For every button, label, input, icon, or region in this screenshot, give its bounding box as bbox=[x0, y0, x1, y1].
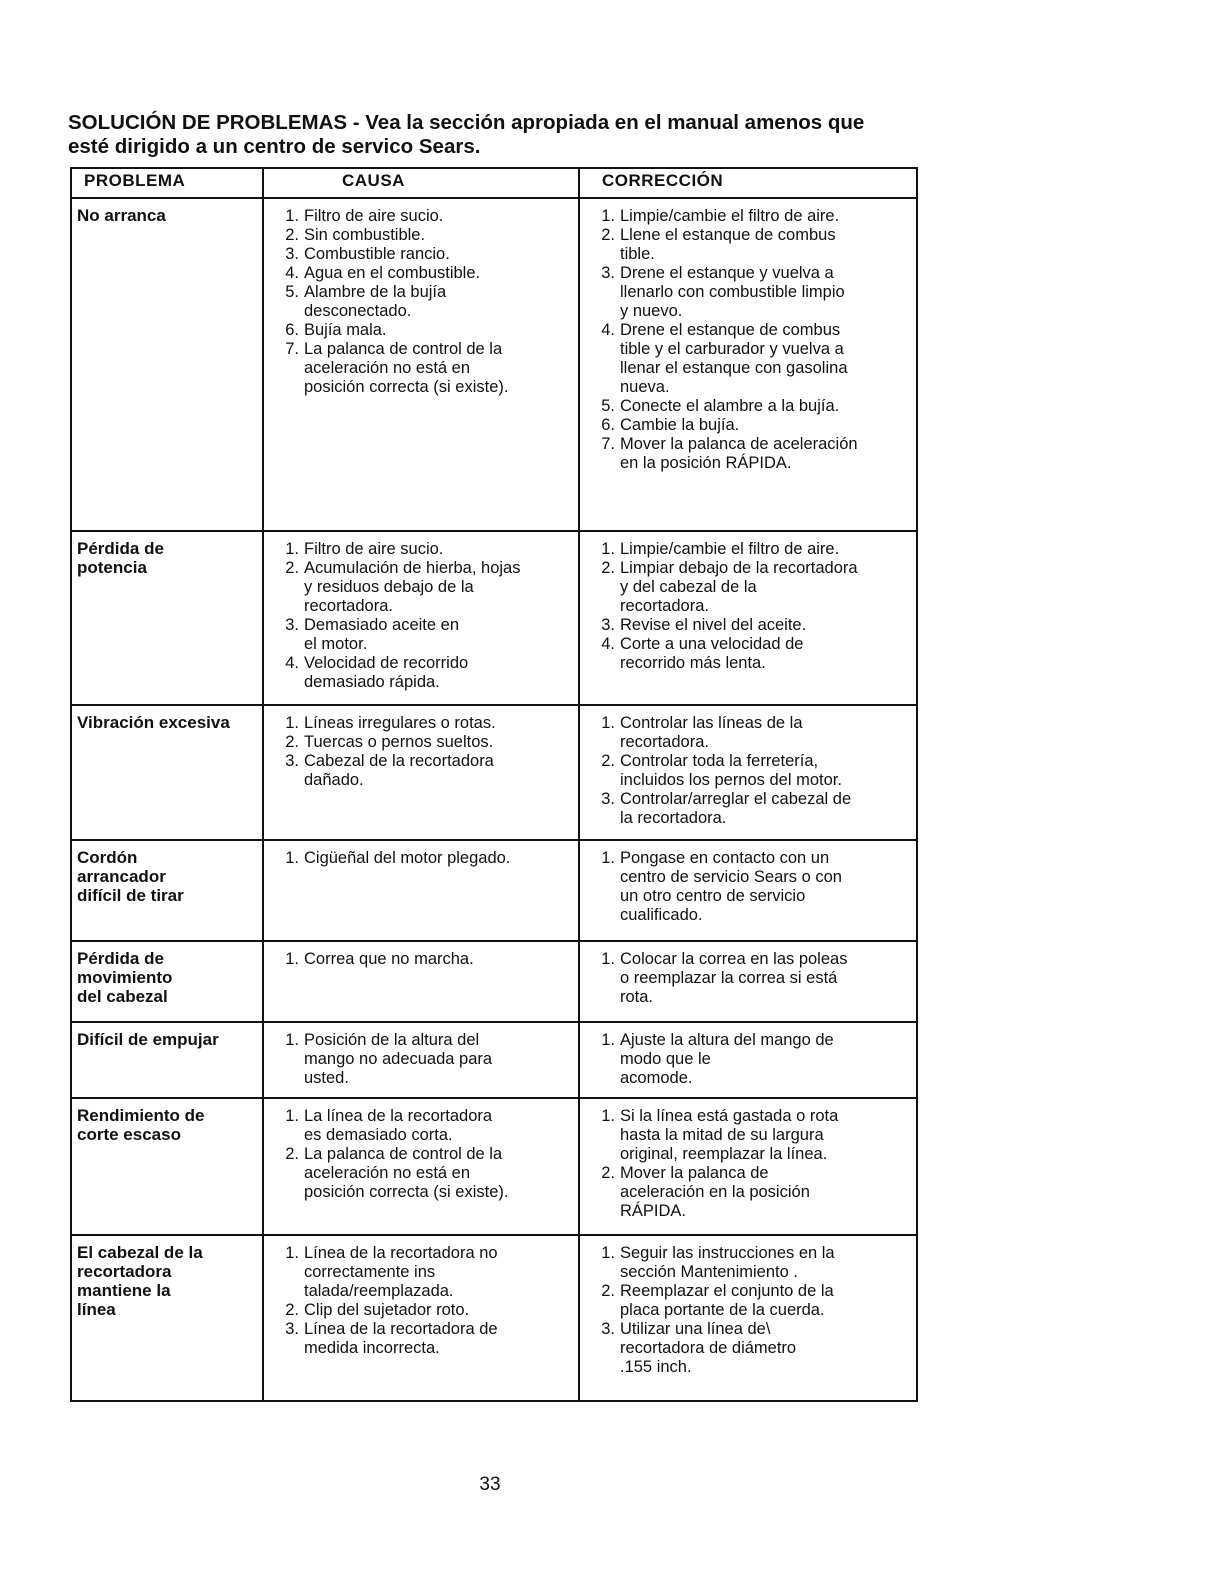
cause-item bbox=[264, 1107, 574, 1145]
correction-cell bbox=[579, 840, 917, 941]
cause-text: Filtro de aire sucio. bbox=[304, 540, 444, 558]
correction-item bbox=[580, 559, 912, 616]
correction-number: 2. bbox=[601, 752, 615, 770]
cause-text: Tuercas o pernos sueltos. bbox=[304, 733, 494, 751]
correction-cell bbox=[579, 941, 917, 1022]
correction-item bbox=[580, 207, 912, 226]
correction-text: Controlar las líneas de la recortadora. bbox=[620, 714, 803, 751]
cause-item bbox=[264, 654, 574, 692]
cause-number: 1. bbox=[285, 714, 299, 732]
header-problema: PROBLEMA bbox=[71, 168, 263, 198]
correction-number: 1. bbox=[601, 714, 615, 732]
cause-number: 2. bbox=[285, 733, 299, 751]
correction-number: 6. bbox=[601, 416, 615, 434]
correction-number: 2. bbox=[601, 226, 615, 244]
correction-number: 5. bbox=[601, 397, 615, 415]
problem-cell bbox=[71, 840, 263, 941]
problem-label: Pérdida de potencia bbox=[77, 539, 164, 577]
cause-item bbox=[264, 1301, 574, 1320]
cause-text: Velocidad de recorrido demasiado rápida. bbox=[304, 654, 469, 691]
correction-number: 3. bbox=[601, 264, 615, 282]
cause-text: Bujía mala. bbox=[304, 321, 387, 339]
cause-item bbox=[264, 321, 574, 340]
cause-text: Líneas irregulares o rotas. bbox=[304, 714, 496, 732]
correction-item bbox=[580, 1164, 912, 1221]
correction-number: 3. bbox=[601, 616, 615, 634]
correction-text: Conecte el alambre a la bujía. bbox=[620, 397, 840, 415]
correction-text: Limpie/cambie el filtro de aire. bbox=[620, 207, 840, 225]
problem-label: No arranca bbox=[77, 206, 166, 225]
problem-cell bbox=[71, 705, 263, 840]
cause-text: La palanca de control de la aceleración no está en posición correcta (si existe). bbox=[304, 340, 509, 396]
correction-number: 7. bbox=[601, 435, 615, 453]
cause-cell bbox=[263, 198, 579, 531]
cause-text: Cigüeñal del motor plegado. bbox=[304, 849, 511, 867]
problem-cell bbox=[71, 1235, 263, 1401]
cause-number: 2. bbox=[285, 1145, 299, 1163]
problem-cell bbox=[71, 1022, 263, 1098]
problem-cell bbox=[71, 531, 263, 705]
cause-number: 4. bbox=[285, 654, 299, 672]
correction-item bbox=[580, 397, 912, 416]
cause-text: Posición de la altura del mango no adecuada para usted. bbox=[304, 1031, 493, 1087]
table-row bbox=[71, 198, 917, 531]
correction-item bbox=[580, 540, 912, 559]
correction-number: 4. bbox=[601, 635, 615, 653]
cause-text: Cabezal de la recortadora dañado. bbox=[304, 752, 494, 789]
cause-item bbox=[264, 245, 574, 264]
cause-item bbox=[264, 1145, 574, 1202]
cause-cell bbox=[263, 941, 579, 1022]
problem-label: El cabezal de la recortadora mantiene la línea bbox=[77, 1243, 203, 1319]
cause-item bbox=[264, 226, 574, 245]
correction-number: 4. bbox=[601, 321, 615, 339]
problem-label: Cordón arrancador difícil de tirar bbox=[77, 848, 184, 905]
cause-number: 3. bbox=[285, 1320, 299, 1338]
correction-item bbox=[580, 1320, 912, 1377]
problem-label: Difícil de empujar bbox=[77, 1030, 219, 1049]
cause-number: 2. bbox=[285, 1301, 299, 1319]
cause-number: 6. bbox=[285, 321, 299, 339]
cause-text: Filtro de aire sucio. bbox=[304, 207, 444, 225]
cause-cell bbox=[263, 531, 579, 705]
correction-item bbox=[580, 1282, 912, 1320]
correction-item bbox=[580, 264, 912, 321]
cause-text: Sin combustible. bbox=[304, 226, 426, 244]
correction-item bbox=[580, 321, 912, 397]
cause-number: 1. bbox=[285, 1107, 299, 1125]
correction-item bbox=[580, 435, 912, 473]
problem-cell bbox=[71, 941, 263, 1022]
correction-number: 2. bbox=[601, 1282, 615, 1300]
cause-item bbox=[264, 950, 574, 969]
table-row bbox=[71, 705, 917, 840]
cause-item bbox=[264, 559, 574, 616]
cause-number: 1. bbox=[285, 207, 299, 225]
cause-text: Demasiado aceite en el motor. bbox=[304, 616, 460, 653]
correction-item bbox=[580, 1244, 912, 1282]
cause-number: 1. bbox=[285, 1244, 299, 1262]
correction-text: Si la línea está gastada o rota hasta la mitad de su largura original, reemplazar la línea. bbox=[620, 1107, 839, 1163]
correction-item bbox=[580, 1107, 912, 1164]
cause-number: 3. bbox=[285, 616, 299, 634]
problem-label: Vibración excesiva bbox=[77, 713, 230, 732]
problem-label: Rendimiento de corte escaso bbox=[77, 1106, 205, 1144]
cause-number: 3. bbox=[285, 752, 299, 770]
cause-number: 1. bbox=[285, 849, 299, 867]
correction-item bbox=[580, 226, 912, 264]
correction-text: Colocar la correa en las poleas o reemplazar la correa si está rota. bbox=[620, 950, 848, 1006]
problem-cell bbox=[71, 198, 263, 531]
correction-number: 2. bbox=[601, 559, 615, 577]
correction-item bbox=[580, 950, 912, 1007]
correction-text: Drene el estanque de combus tible y el carburador y vuelva a llenar el estanque con gasolina nueva. bbox=[620, 321, 848, 396]
cause-item bbox=[264, 714, 574, 733]
cause-text: Línea de la recortadora de medida incorrecta. bbox=[304, 1320, 498, 1357]
cause-text: Línea de la recortadora no correctamente ins talada/reemplazada. bbox=[304, 1244, 498, 1300]
correction-item bbox=[580, 849, 912, 925]
correction-text: Llene el estanque de combus tible. bbox=[620, 226, 836, 263]
cause-item bbox=[264, 1031, 574, 1088]
cause-item bbox=[264, 849, 574, 868]
problem-cell bbox=[71, 1098, 263, 1235]
correction-cell bbox=[579, 531, 917, 705]
correction-number: 1. bbox=[601, 1244, 615, 1262]
correction-cell bbox=[579, 705, 917, 840]
cause-text: Agua en el combustible. bbox=[304, 264, 481, 282]
table-row bbox=[71, 1022, 917, 1098]
cause-number: 5. bbox=[285, 283, 299, 301]
cause-item bbox=[264, 283, 574, 321]
cause-item bbox=[264, 540, 574, 559]
correction-number: 3. bbox=[601, 1320, 615, 1338]
cause-item bbox=[264, 1244, 574, 1301]
correction-text: Mover la palanca de aceleración en la posición RÁPIDA. bbox=[620, 1164, 810, 1220]
troubleshooting-table bbox=[70, 167, 918, 1402]
heading-line-2: esté dirigido a un centro de servico Sears. bbox=[68, 135, 481, 158]
correction-cell bbox=[579, 1098, 917, 1235]
correction-item bbox=[580, 635, 912, 673]
table-header-row bbox=[71, 168, 917, 198]
cause-cell bbox=[263, 840, 579, 941]
cause-cell bbox=[263, 1098, 579, 1235]
correction-text: Utilizar una línea de\ recortadora de diámetro .155 inch. bbox=[620, 1320, 797, 1376]
correction-number: 1. bbox=[601, 950, 615, 968]
page-heading bbox=[68, 111, 948, 159]
cause-number: 1. bbox=[285, 1031, 299, 1049]
header-correccion: CORRECCIÓN bbox=[579, 168, 917, 198]
correction-cell bbox=[579, 198, 917, 531]
problem-label: Pérdida de movimiento del cabezal bbox=[77, 949, 173, 1006]
correction-text: Controlar toda la ferretería, incluidos los pernos del motor. bbox=[620, 752, 842, 789]
correction-item bbox=[580, 714, 912, 752]
correction-text: Corte a una velocidad de recorrido más lenta. bbox=[620, 635, 804, 672]
cause-text: Correa que no marcha. bbox=[304, 950, 474, 968]
cause-cell bbox=[263, 705, 579, 840]
cause-cell bbox=[263, 1022, 579, 1098]
correction-text: Seguir las instrucciones en la sección Mantenimiento . bbox=[620, 1244, 835, 1281]
cause-number: 4. bbox=[285, 264, 299, 282]
cause-number: 1. bbox=[285, 950, 299, 968]
cause-text: Alambre de la bujía desconectado. bbox=[304, 283, 447, 320]
cause-number: 2. bbox=[285, 559, 299, 577]
table-row bbox=[71, 941, 917, 1022]
cause-text: La línea de la recortadora es demasiado corta. bbox=[304, 1107, 493, 1144]
correction-cell bbox=[579, 1022, 917, 1098]
correction-item bbox=[580, 1031, 912, 1088]
cause-item bbox=[264, 207, 574, 226]
cause-item bbox=[264, 752, 574, 790]
correction-text: Pongase en contacto con un centro de servicio Sears o con un otro centro de servicio cualificado. bbox=[620, 849, 842, 924]
header-causa: CAUSA bbox=[263, 168, 579, 198]
table-row bbox=[71, 1098, 917, 1235]
cause-number: 3. bbox=[285, 245, 299, 263]
correction-number: 1. bbox=[601, 1107, 615, 1125]
correction-text: Ajuste la altura del mango de modo que le acomode. bbox=[620, 1031, 834, 1087]
correction-item bbox=[580, 790, 912, 828]
cause-text: Clip del sujetador roto. bbox=[304, 1301, 470, 1319]
correction-item bbox=[580, 616, 912, 635]
cause-item bbox=[264, 733, 574, 752]
cause-text: Acumulación de hierba, hojas y residuos debajo de la recortadora. bbox=[304, 559, 521, 615]
correction-text: Controlar/arreglar el cabezal de la recortadora. bbox=[620, 790, 852, 827]
cause-text: La palanca de control de la aceleración no está en posición correcta (si existe). bbox=[304, 1145, 509, 1201]
table-row bbox=[71, 531, 917, 705]
correction-item bbox=[580, 752, 912, 790]
correction-number: 1. bbox=[601, 849, 615, 867]
correction-item bbox=[580, 416, 912, 435]
cause-item bbox=[264, 616, 574, 654]
correction-number: 2. bbox=[601, 1164, 615, 1182]
cause-number: 1. bbox=[285, 540, 299, 558]
correction-cell bbox=[579, 1235, 917, 1401]
cause-text: Combustible rancio. bbox=[304, 245, 450, 263]
table-row bbox=[71, 840, 917, 941]
correction-number: 1. bbox=[601, 540, 615, 558]
correction-text: Revise el nivel del aceite. bbox=[620, 616, 807, 634]
correction-number: 1. bbox=[601, 1031, 615, 1049]
cause-item bbox=[264, 264, 574, 283]
cause-cell bbox=[263, 1235, 579, 1401]
correction-number: 3. bbox=[601, 790, 615, 808]
correction-number: 1. bbox=[601, 207, 615, 225]
page-number: 33 bbox=[479, 1474, 501, 1495]
cause-number: 7. bbox=[285, 340, 299, 358]
cause-item bbox=[264, 1320, 574, 1358]
heading-line-1: SOLUCIÓN DE PROBLEMAS - Vea la sección apropiada en el manual amenos que bbox=[68, 111, 865, 134]
correction-text: Mover la palanca de aceleración en la posición RÁPIDA. bbox=[620, 435, 858, 472]
cause-item bbox=[264, 340, 574, 397]
cause-number: 2. bbox=[285, 226, 299, 244]
correction-text: Limpie/cambie el filtro de aire. bbox=[620, 540, 840, 558]
correction-text: Drene el estanque y vuelva a llenarlo con combustible limpio y nuevo. bbox=[620, 264, 845, 320]
correction-text: Cambie la bujía. bbox=[620, 416, 740, 434]
correction-text: Limpiar debajo de la recortadora y del cabezal de la recortadora. bbox=[620, 559, 858, 615]
correction-text: Reemplazar el conjunto de la placa portante de la cuerda. bbox=[620, 1282, 834, 1319]
table-row bbox=[71, 1235, 917, 1401]
